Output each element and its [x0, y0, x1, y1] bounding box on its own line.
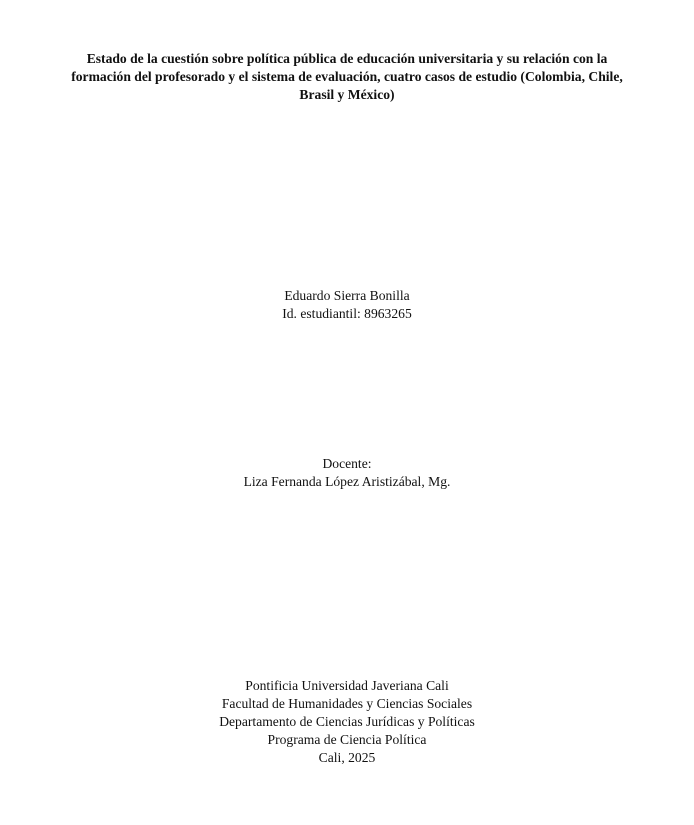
institution-block	[0, 677, 694, 767]
author-name: Eduardo Sierra Bonilla	[284, 288, 410, 303]
author-block	[0, 287, 694, 323]
department-name: Departamento de Ciencias Jurídicas y Políticas	[219, 714, 475, 729]
university-name: Pontificia Universidad Javeriana Cali	[245, 678, 449, 693]
teacher-name: Liza Fernanda López Aristizábal, Mg.	[243, 474, 451, 489]
student-id: Id. estudiantil: 8963265	[282, 306, 412, 321]
teacher-label: Docente:	[322, 456, 372, 471]
teacher-block	[0, 455, 694, 491]
document-title: Estado de la cuestión sobre política pública de educación universitaria y su relación con la formación del profesorado y el sistema de evaluación, cuatro casos de estudio (Colombia, Chile, Brasil y México)	[71, 51, 623, 102]
faculty-name: Facultad de Humanidades y Ciencias Sociales	[221, 696, 473, 711]
program-name: Programa de Ciencia Política	[267, 732, 427, 747]
place-year: Cali, 2025	[318, 750, 376, 765]
